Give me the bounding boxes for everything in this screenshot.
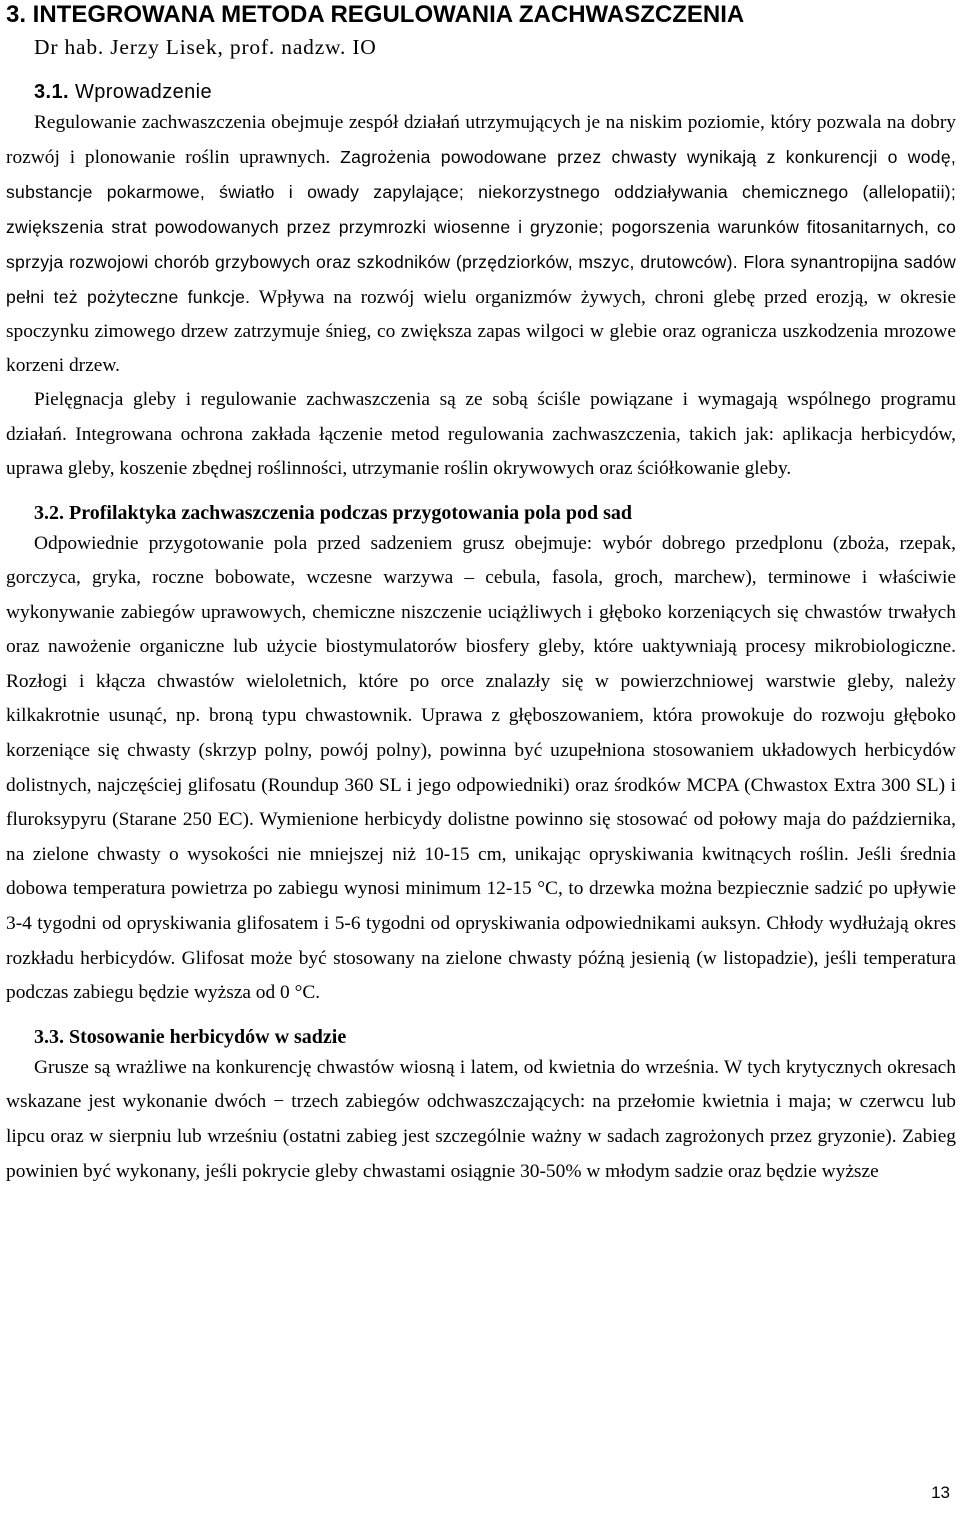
section-title: Stosowanie herbicydów w sadzie bbox=[69, 1025, 347, 1048]
section-3-3-paragraph-1: Grusze są wrażliwe na konkurencję chwastów wiosną i latem, od kwietnia do września. W tych krytycznych okresach wskazane jest wykonanie dwóch − trzech zabiegów odchwaszczających: na przełomie kwietnia i maja; w czerwcu lub lipcu oraz w sierpniu lub wrześniu (ostatni zabieg jest szczególnie ważny w sadach zagrożonych przez gryzonie). Zabieg powinien być wykonany, jeśli pokrycie gleby chwastami osiągnie 30-50% w młodym sadzie oraz będzie wyższe bbox=[6, 1056, 956, 1182]
chapter-title: 3. INTEGROWANA METODA REGULOWANIA ZACHWASZCZENIA bbox=[6, 1, 745, 28]
document-page bbox=[6, 0, 956, 1189]
section-heading-3-2 bbox=[34, 499, 956, 527]
section-number: 3.2. bbox=[34, 501, 64, 524]
section-heading-3-3 bbox=[34, 1023, 956, 1051]
sentence: Regulowanie zachwaszczenia obejmuje zespół działań utrzymujących je na niskim poziomie, który pozwala na dobry rozwój i plonowanie roślin uprawnych. bbox=[6, 112, 956, 168]
section-title: Wprowadzenie bbox=[74, 81, 213, 103]
section-title: Profilaktyka zachwaszczenia podczas przygotowania pola pod sad bbox=[69, 501, 632, 524]
section-number: 3.1. bbox=[34, 81, 69, 103]
section-number: 3.3. bbox=[34, 1025, 64, 1048]
sentence: Wpływa na rozwój wielu organizmów żywych, chroni glebę przed erozją, w okresie spoczynku zimowego drzew zatrzymuje śnieg, co zwiększa zapas wilgoci w glebie oraz ogranicza uszkodzenia mrozowe korzeni drzew. bbox=[6, 287, 956, 376]
page-number: 13 bbox=[931, 1483, 950, 1502]
sentence: Zagrożenia powodowane przez chwasty wynikają z konkurencji o wodę, substancje pokarmowe, światło i owady zapylające; niekorzystnego oddziaływania chemicznego (allelopatii); zwiększenia strat powodowanych przez przymrozki wiosenne i gryzonie; pogorszenia warunków fitosanitarnych, co sprzyja rozwojowi chorób grzybowych oraz szkodników (przędziorków, mszyc, drutowców). Flora synantropijna sadów pełni też pożyteczne funkcje. bbox=[6, 147, 956, 307]
section-3-1-paragraph-1 bbox=[6, 106, 956, 383]
section-3-2-paragraph-1: Odpowiednie przygotowanie pola przed sadzeniem grusz obejmuje: wybór dobrego przedplonu (zboża, rzepak, gorczyca, gryka, roczne bobowate, wczesne warzywa – cebula, fasola, groch, marchew), terminowe i właściwie wykonywanie zabiegów uprawowych, chemiczne niszczenie uciążliwych i głęboko korzeniących się chwastów trwałych oraz nawożenie organiczne lub użycie biostymulatorów biosfery gleby, które uaktywniają procesy mikrobiologiczne. Rozłogi i kłącza chwastów wieloletnich, które po orce znalazły się w powierzchniowej warstwie gleby, należy kilkakrotnie usunąć, np. broną typu chwastownik. Uprawa z głęboszowaniem, która prowokuje do rozwoju głęboko korzeniące się chwasty (skrzyp polny, powój polny), powinna być uzupełniona stosowaniem układowych herbicydów dolistnych, najczęściej glifosatu (Roundup 360 SL i jego odpowiedniki) oraz środków MCPA (Chwastox Extra 300 SL) i fluroksypyru (Starane 250 EC). Wymienione herbicydy dolistne powinno się stosować od połowy maja do października, na zielone chwasty o wysokości nie mniejszej niż 10-15 cm, unikając opryskiwania kwitnących roślin. Jeśli średnia dobowa temperatura powietrza po zabiegu wynosi minimum 12-15 °C, to drzewka można bezpiecznie sadzić po upływie 3-4 tygodni od opryskiwania glifosatem i 5-6 tygodni od opryskiwania odpowiednikami auksyn. Chłody wydłużają okres rozkładu herbicydów. Glifosat może być stosowany na zielone chwasty późną jesienią (w listopadzie), jeśli temperatura podczas zabiegu będzie wyższa od 0 °C. bbox=[6, 532, 956, 1004]
section-3-1-paragraph-2: Pielęgnacja gleby i regulowanie zachwaszczenia są ze sobą ściśle powiązane i wymagają wspólnego programu działań. Integrowana ochrona zakłada łączenie metod regulowania zachwaszczenia, takich jak: aplikacja herbicydów, uprawa gleby, koszenie zbędnej roślinności, utrzymanie roślin okrywowych oraz ściółkowanie gleby. bbox=[6, 389, 956, 479]
author-line: Dr hab. Jerzy Lisek, prof. nadzw. IO bbox=[34, 35, 377, 59]
section-heading-3-1 bbox=[34, 78, 956, 106]
